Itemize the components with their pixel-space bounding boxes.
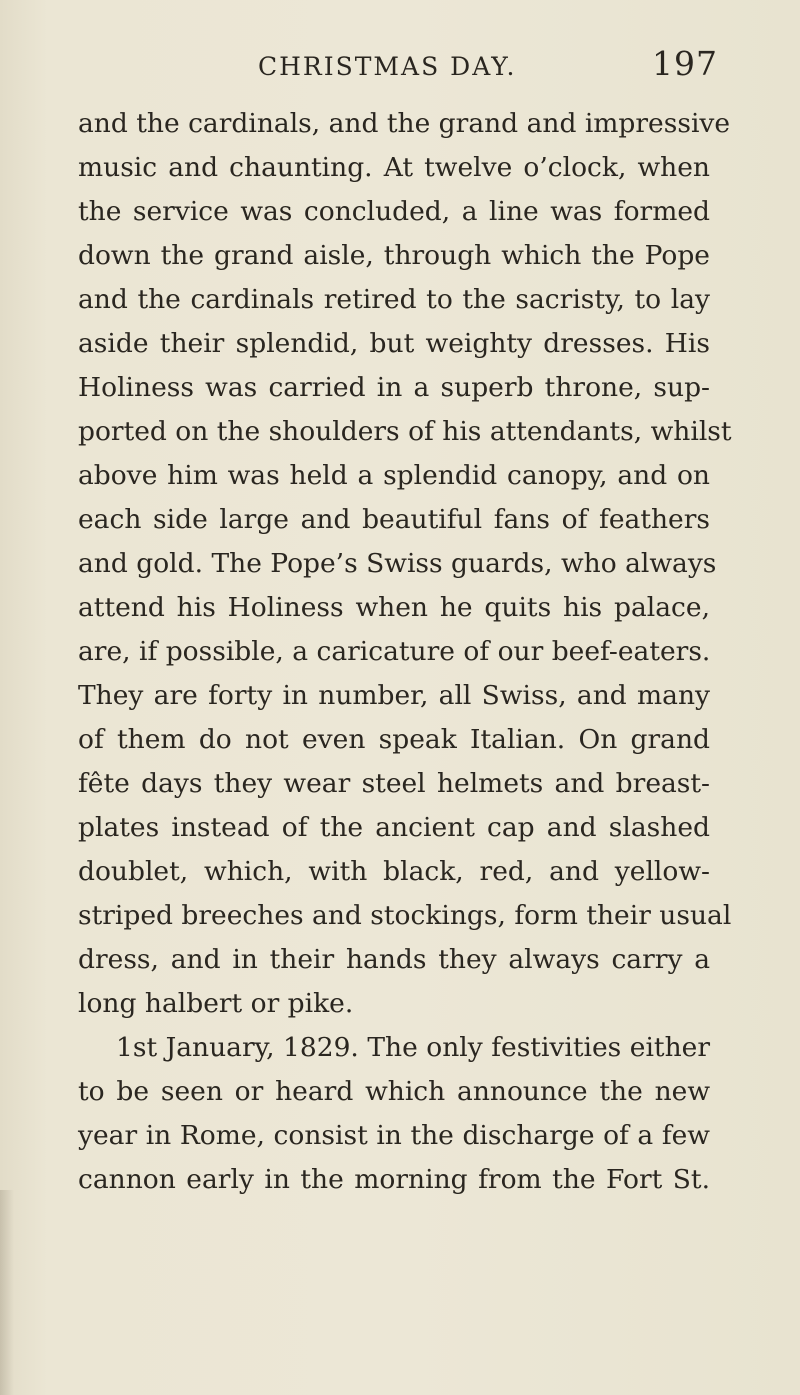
- text-line: and the cardinals, and the grand and impressive: [78, 108, 731, 139]
- text-line: each side large and beautiful fans of feathers: [78, 504, 710, 535]
- text-line: cannon early in the morning from the Fort St.: [78, 1164, 710, 1195]
- running-head-title: CHRISTMAS DAY.: [258, 52, 517, 81]
- text-line: Holiness was carried in a superb throne, sup-: [78, 372, 710, 403]
- text-line: plates instead of the ancient cap and slashed: [78, 812, 710, 843]
- text-line: and gold. The Pope’s Swiss guards, who always: [78, 548, 717, 579]
- text-line: 1st January, 1829. The only festivities either: [116, 1032, 710, 1063]
- text-line: to be seen or heard which announce the new: [78, 1076, 710, 1107]
- text-line: the service was concluded, a line was formed: [78, 196, 710, 227]
- text-line: and the cardinals retired to the sacristy, to lay: [78, 284, 710, 315]
- text-line: aside their splendid, but weighty dresses. His: [78, 328, 710, 359]
- text-line: doublet, which, with black, red, and yellow-: [78, 856, 710, 887]
- text-line: attend his Holiness when he quits his palace,: [78, 592, 710, 623]
- text-line: long halbert or pike.: [78, 988, 354, 1019]
- running-head: [258, 44, 718, 84]
- text-line: They are forty in number, all Swiss, and many: [78, 680, 710, 711]
- text-line: ported on the shoulders of his attendants, whilst: [78, 416, 732, 447]
- page-number: 197: [652, 44, 718, 83]
- page-edge-shadow: [0, 1190, 14, 1395]
- text-line: down the grand aisle, through which the Pope: [78, 240, 710, 271]
- text-line: year in Rome, consist in the discharge of a few: [78, 1120, 710, 1151]
- text-line: fête days they wear steel helmets and breast-: [78, 768, 710, 799]
- text-line: dress, and in their hands they always carry a: [78, 944, 710, 975]
- text-line: striped breeches and stockings, form their usual: [78, 900, 732, 931]
- text-line: of them do not even speak Italian. On grand: [78, 724, 710, 755]
- text-line: are, if possible, a caricature of our beef-eaters.: [78, 636, 711, 667]
- text-line: above him was held a splendid canopy, and on: [78, 460, 710, 491]
- text-line: music and chaunting. At twelve o’clock, when: [78, 152, 710, 183]
